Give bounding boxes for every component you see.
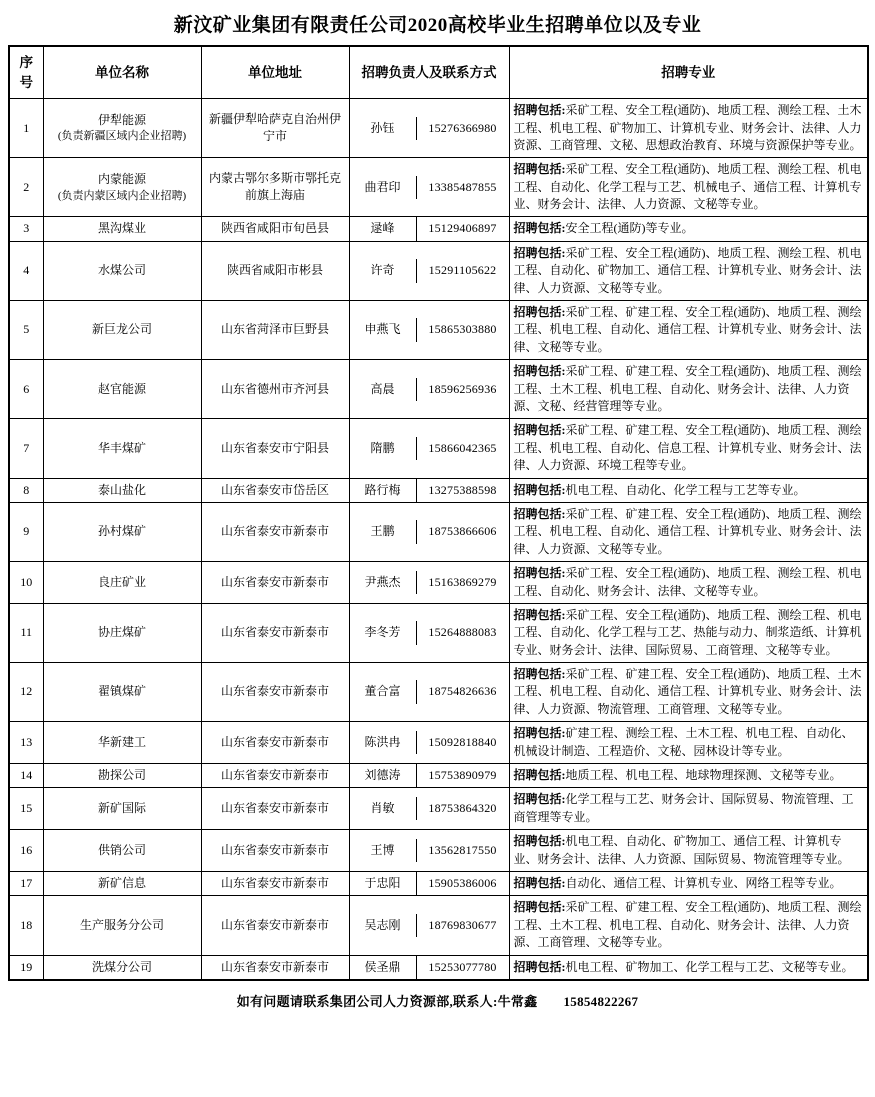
- cell-contact-person: 路行梅: [350, 479, 417, 502]
- cell-unit-address: 山东省泰安市新泰市: [201, 663, 349, 722]
- footer-text: 如有问题请联系集团公司人力资源部,联系人:牛常鑫: [236, 993, 538, 1009]
- cell-contact-phone: 18753866606: [428, 524, 497, 539]
- cell-contact: [349, 301, 509, 360]
- major-lead-label: 招聘包括:: [513, 506, 566, 521]
- cell-unit-name: 水煤公司: [43, 241, 201, 300]
- cell-contact-phone: 15276366980: [428, 120, 497, 135]
- cell-contact-phone: 15291105622: [428, 263, 497, 278]
- cell-major: 招聘包括:机电工程、自动化、矿物加工、通信工程、计算机专业、财务会计、法律、人力资源、国际贸易、物流管理等专业。: [509, 830, 868, 872]
- table-row: [9, 830, 868, 872]
- major-lead-label: 招聘包括:: [513, 566, 566, 581]
- cell-contact-phone: 15753890979: [428, 768, 497, 783]
- table-row: [9, 217, 868, 241]
- cell-unit-name: 新巨龙公司: [43, 301, 201, 360]
- cell-contact-phone: 18754826636: [428, 684, 497, 699]
- cell-unit-address: 山东省泰安市新泰市: [201, 896, 349, 955]
- cell-contact-person: 逯峰: [350, 217, 417, 240]
- cell-unit-address: 山东省泰安市新泰市: [201, 562, 349, 604]
- cell-major: 招聘包括:采矿工程、矿建工程、安全工程(通防)、地质工程、测绘工程、机电工程、自动化、通信工程、计算机专业、财务会计、法律、文秘等专业。: [509, 301, 868, 360]
- cell-contact: [349, 158, 509, 217]
- cell-contact-person: 尹燕杰: [350, 571, 417, 594]
- cell-major: 招聘包括:采矿工程、安全工程(通防)、地质工程、测绘工程、机电工程、自动化、化学工程与工艺、热能与动力、制浆造纸、计算机专业、财务会计、法律、国际贸易、工商管理、文秘等专业。: [509, 603, 868, 662]
- table-row: [9, 478, 868, 502]
- cell-contact-phone: 15866042365: [428, 440, 497, 455]
- cell-contact-phone: 18596256936: [428, 381, 497, 396]
- cell-contact: [349, 603, 509, 662]
- cell-unit-address: 山东省泰安市新泰市: [201, 788, 349, 830]
- major-lead-label: 招聘包括:: [513, 103, 566, 118]
- cell-contact: [349, 764, 509, 788]
- cell-major: 招聘包括:采矿工程、安全工程(通防)、地质工程、测绘工程、机电工程、自动化、化学工程与工艺、机械电子、通信工程、计算机专业、财务会计、法律、人力资源、文秘等专业。: [509, 158, 868, 217]
- cell-index: 15: [9, 788, 43, 830]
- cell-contact-person: 肖敏: [350, 797, 417, 820]
- cell-index: 7: [9, 419, 43, 478]
- cell-major: 招聘包括:采矿工程、矿建工程、安全工程(通防)、地质工程、测绘工程、机电工程、自动化、信息工程、计算机专业、财务会计、法律、人力资源、环境工程等专业。: [509, 419, 868, 478]
- cell-contact-phone: 15253077780: [428, 959, 497, 974]
- cell-major: 招聘包括:机电工程、矿物加工、化学工程与工艺、文秘等专业。: [509, 955, 868, 980]
- cell-contact-phone: 15865303880: [428, 322, 497, 337]
- cell-index: 18: [9, 896, 43, 955]
- cell-unit-address: 山东省泰安市新泰市: [201, 871, 349, 895]
- cell-index: 5: [9, 301, 43, 360]
- cell-contact-person: 刘德涛: [350, 764, 417, 787]
- cell-contact-phone: 15129406897: [428, 221, 497, 236]
- table-row: [9, 788, 868, 830]
- cell-unit-address: 山东省泰安市新泰市: [201, 502, 349, 561]
- cell-unit-address: 新疆伊犁哈萨克自治州伊宁市: [201, 99, 349, 158]
- cell-contact: [349, 478, 509, 502]
- cell-contact: [349, 788, 509, 830]
- cell-unit-name-note: (负责内蒙区域内企业招聘): [57, 189, 187, 202]
- cell-unit-address: 山东省泰安市新泰市: [201, 830, 349, 872]
- table-row: [9, 603, 868, 662]
- cell-unit-name: 伊犁能源 (负责新疆区域内企业招聘): [43, 99, 201, 158]
- footer-contact-note: [8, 991, 867, 1010]
- cell-contact-person: 陈洪冉: [350, 731, 417, 754]
- cell-unit-address: 陕西省咸阳市旬邑县: [201, 217, 349, 241]
- cell-unit-name: 孙村煤矿: [43, 502, 201, 561]
- cell-contact-person: 李冬芳: [350, 621, 417, 644]
- cell-contact-person: 孙钰: [350, 117, 417, 140]
- cell-contact-person: 曲君印: [350, 176, 417, 199]
- major-lead-label: 招聘包括:: [513, 423, 566, 438]
- cell-contact: [349, 663, 509, 722]
- cell-index: 6: [9, 360, 43, 419]
- cell-index: 1: [9, 99, 43, 158]
- table-row: [9, 764, 868, 788]
- recruitment-table: [8, 45, 869, 981]
- major-lead-label: 招聘包括:: [513, 834, 566, 849]
- table-row: [9, 419, 868, 478]
- cell-index: 3: [9, 217, 43, 241]
- cell-unit-address: 山东省泰安市新泰市: [201, 955, 349, 980]
- cell-contact: [349, 502, 509, 561]
- cell-contact: [349, 241, 509, 300]
- cell-unit-name: 泰山盐化: [43, 478, 201, 502]
- cell-unit-name: 新矿信息: [43, 871, 201, 895]
- major-lead-label: 招聘包括:: [513, 245, 566, 260]
- cell-contact-person: 董合富: [350, 680, 417, 703]
- table-row: [9, 301, 868, 360]
- table-row: [9, 241, 868, 300]
- cell-unit-address: 陕西省咸阳市彬县: [201, 241, 349, 300]
- cell-major: 招聘包括:地质工程、机电工程、地球物理探测、文秘等专业。: [509, 764, 868, 788]
- cell-major: 招聘包括:采矿工程、矿建工程、安全工程(通防)、地质工程、土木工程、机电工程、自动化、通信工程、计算机专业、财务会计、法律、人力资源、物流管理、工商管理、文秘等专业。: [509, 663, 868, 722]
- cell-contact: [349, 955, 509, 980]
- cell-contact-phone: 18753864320: [428, 801, 497, 816]
- cell-unit-address: 内蒙古鄂尔多斯市鄂托克前旗上海庙: [201, 158, 349, 217]
- cell-unit-name: 供销公司: [43, 830, 201, 872]
- cell-major: 招聘包括:自动化、通信工程、计算机专业、网络工程等专业。: [509, 871, 868, 895]
- cell-major: 招聘包括:采矿工程、矿建工程、安全工程(通防)、地质工程、测绘工程、土木工程、机电工程、自动化、财务会计、法律、人力资源、工商管理、文秘等专业。: [509, 896, 868, 955]
- cell-contact: [349, 871, 509, 895]
- cell-index: 11: [9, 603, 43, 662]
- cell-index: 2: [9, 158, 43, 217]
- table-row: [9, 158, 868, 217]
- table-row: [9, 955, 868, 980]
- cell-contact: [349, 896, 509, 955]
- table-header: [9, 46, 868, 99]
- major-lead-label: 招聘包括:: [513, 482, 566, 497]
- cell-unit-name: 翟镇煤矿: [43, 663, 201, 722]
- cell-unit-address: 山东省泰安市宁阳县: [201, 419, 349, 478]
- cell-unit-name: 华新建工: [43, 722, 201, 764]
- cell-major: 招聘包括:矿建工程、测绘工程、土木工程、机电工程、自动化、机械设计制造、工程造价、文秘、园林设计等专业。: [509, 722, 868, 764]
- major-lead-label: 招聘包括:: [513, 162, 566, 177]
- table-row: [9, 562, 868, 604]
- cell-unit-address: 山东省菏泽市巨野县: [201, 301, 349, 360]
- column-header-unit-address: 单位地址: [201, 46, 349, 99]
- cell-contact-person: 申燕飞: [350, 318, 417, 341]
- cell-unit-name: 勘探公司: [43, 764, 201, 788]
- cell-index: 17: [9, 871, 43, 895]
- cell-major: 招聘包括:机电工程、自动化、化学工程与工艺等专业。: [509, 478, 868, 502]
- major-lead-label: 招聘包括:: [513, 607, 566, 622]
- major-lead-label: 招聘包括:: [513, 768, 566, 783]
- column-header-contact: 招聘负责人及联系方式: [349, 46, 509, 99]
- cell-unit-address: 山东省德州市齐河县: [201, 360, 349, 419]
- cell-contact-person: 于忠阳: [350, 872, 417, 895]
- table-row: [9, 896, 868, 955]
- major-lead-label: 招聘包括:: [513, 305, 566, 320]
- cell-contact-phone: 13275388598: [428, 482, 497, 497]
- major-lead-label: 招聘包括:: [513, 364, 566, 379]
- cell-contact-person: 隋鹏: [350, 437, 417, 460]
- major-lead-label: 招聘包括:: [513, 900, 566, 915]
- column-header-unit-name: 单位名称: [43, 46, 201, 99]
- page-title: 新汶矿业集团有限责任公司2020高校毕业生招聘单位以及专业: [173, 15, 702, 36]
- cell-unit-address: 山东省泰安市新泰市: [201, 764, 349, 788]
- cell-unit-address: 山东省泰安市新泰市: [201, 603, 349, 662]
- cell-unit-address: 山东省泰安市新泰市: [201, 722, 349, 764]
- cell-contact: [349, 722, 509, 764]
- cell-contact-person: 高晨: [350, 378, 417, 401]
- table-body: [9, 99, 868, 980]
- cell-contact-person: 王博: [350, 839, 417, 862]
- cell-unit-name: 华丰煤矿: [43, 419, 201, 478]
- major-lead-label: 招聘包括:: [513, 726, 566, 741]
- table-row: [9, 502, 868, 561]
- major-lead-label: 招聘包括:: [513, 667, 566, 682]
- cell-contact-phone: 18769830677: [428, 917, 497, 932]
- cell-unit-name: 生产服务分公司: [43, 896, 201, 955]
- cell-contact-phone: 15092818840: [428, 734, 497, 749]
- cell-major: 招聘包括:采矿工程、安全工程(通防)、地质工程、测绘工程、机电工程、自动化、财务会计、法律、文秘等专业。: [509, 562, 868, 604]
- cell-unit-address: 山东省泰安市岱岳区: [201, 478, 349, 502]
- table-row: [9, 99, 868, 158]
- cell-contact: [349, 99, 509, 158]
- cell-index: 16: [9, 830, 43, 872]
- table-row: [9, 663, 868, 722]
- table-row: [9, 360, 868, 419]
- cell-major: 招聘包括:安全工程(通防)等专业。: [509, 217, 868, 241]
- cell-index: 19: [9, 955, 43, 980]
- footer-phone: 15854822267: [563, 993, 639, 1009]
- cell-unit-name-note: (负责新疆区域内企业招聘): [57, 130, 187, 143]
- cell-unit-name: 内蒙能源 (负责内蒙区域内企业招聘): [43, 158, 201, 217]
- major-lead-label: 招聘包括:: [513, 959, 566, 974]
- cell-major: 招聘包括:采矿工程、矿建工程、安全工程(通防)、地质工程、测绘工程、土木工程、机电工程、自动化、财务会计、法律、人力资源、文秘、经营管理等专业。: [509, 360, 868, 419]
- cell-major: 招聘包括:采矿工程、矿建工程、安全工程(通防)、地质工程、测绘工程、机电工程、自动化、通信工程、计算机专业、财务会计、法律、人力资源、文秘等专业。: [509, 502, 868, 561]
- cell-contact-phone: 13385487855: [428, 179, 497, 194]
- cell-contact: [349, 217, 509, 241]
- cell-contact-phone: 15264888083: [428, 625, 497, 640]
- cell-contact-phone: 15163869279: [428, 574, 497, 589]
- cell-major: 招聘包括:采矿工程、安全工程(通防)、地质工程、测绘工程、机电工程、自动化、矿物加工、通信工程、计算机专业、财务会计、法律、人力资源、文秘等专业。: [509, 241, 868, 300]
- cell-index: 4: [9, 241, 43, 300]
- table-header-row: [9, 46, 868, 99]
- cell-unit-name: 赵官能源: [43, 360, 201, 419]
- major-lead-label: 招聘包括:: [513, 221, 566, 236]
- cell-contact: [349, 419, 509, 478]
- cell-contact-person: 许奇: [350, 259, 417, 282]
- cell-index: 12: [9, 663, 43, 722]
- cell-contact: [349, 360, 509, 419]
- cell-unit-name: 新矿国际: [43, 788, 201, 830]
- cell-contact-person: 王鹏: [350, 520, 417, 543]
- major-lead-label: 招聘包括:: [513, 792, 566, 807]
- cell-contact-person: 吴志刚: [350, 914, 417, 937]
- cell-contact-phone: 13562817550: [428, 842, 497, 857]
- cell-unit-name: 良庄矿业: [43, 562, 201, 604]
- cell-unit-name: 洗煤分公司: [43, 955, 201, 980]
- cell-unit-name: 协庄煤矿: [43, 603, 201, 662]
- major-lead-label: 招聘包括:: [513, 875, 566, 890]
- cell-unit-name: 黑沟煤业: [43, 217, 201, 241]
- column-header-index: 序号: [9, 46, 43, 99]
- table-row: [9, 871, 868, 895]
- cell-index: 9: [9, 502, 43, 561]
- table-row: [9, 722, 868, 764]
- cell-major: 招聘包括:采矿工程、安全工程(通防)、地质工程、测绘工程、土木工程、机电工程、矿物加工、计算机专业、财务会计、法律、人力资源、工商管理、文秘、思想政治教育、环境与资源保护等专业。: [509, 99, 868, 158]
- cell-contact: [349, 562, 509, 604]
- cell-index: 14: [9, 764, 43, 788]
- cell-contact-person: 侯圣鼎: [350, 956, 417, 979]
- cell-index: 13: [9, 722, 43, 764]
- column-header-major: 招聘专业: [509, 46, 868, 99]
- cell-contact: [349, 830, 509, 872]
- cell-major: 招聘包括:化学工程与工艺、财务会计、国际贸易、物流管理、工商管理等专业。: [509, 788, 868, 830]
- cell-index: 10: [9, 562, 43, 604]
- cell-index: 8: [9, 478, 43, 502]
- cell-contact-phone: 15905386006: [428, 875, 497, 890]
